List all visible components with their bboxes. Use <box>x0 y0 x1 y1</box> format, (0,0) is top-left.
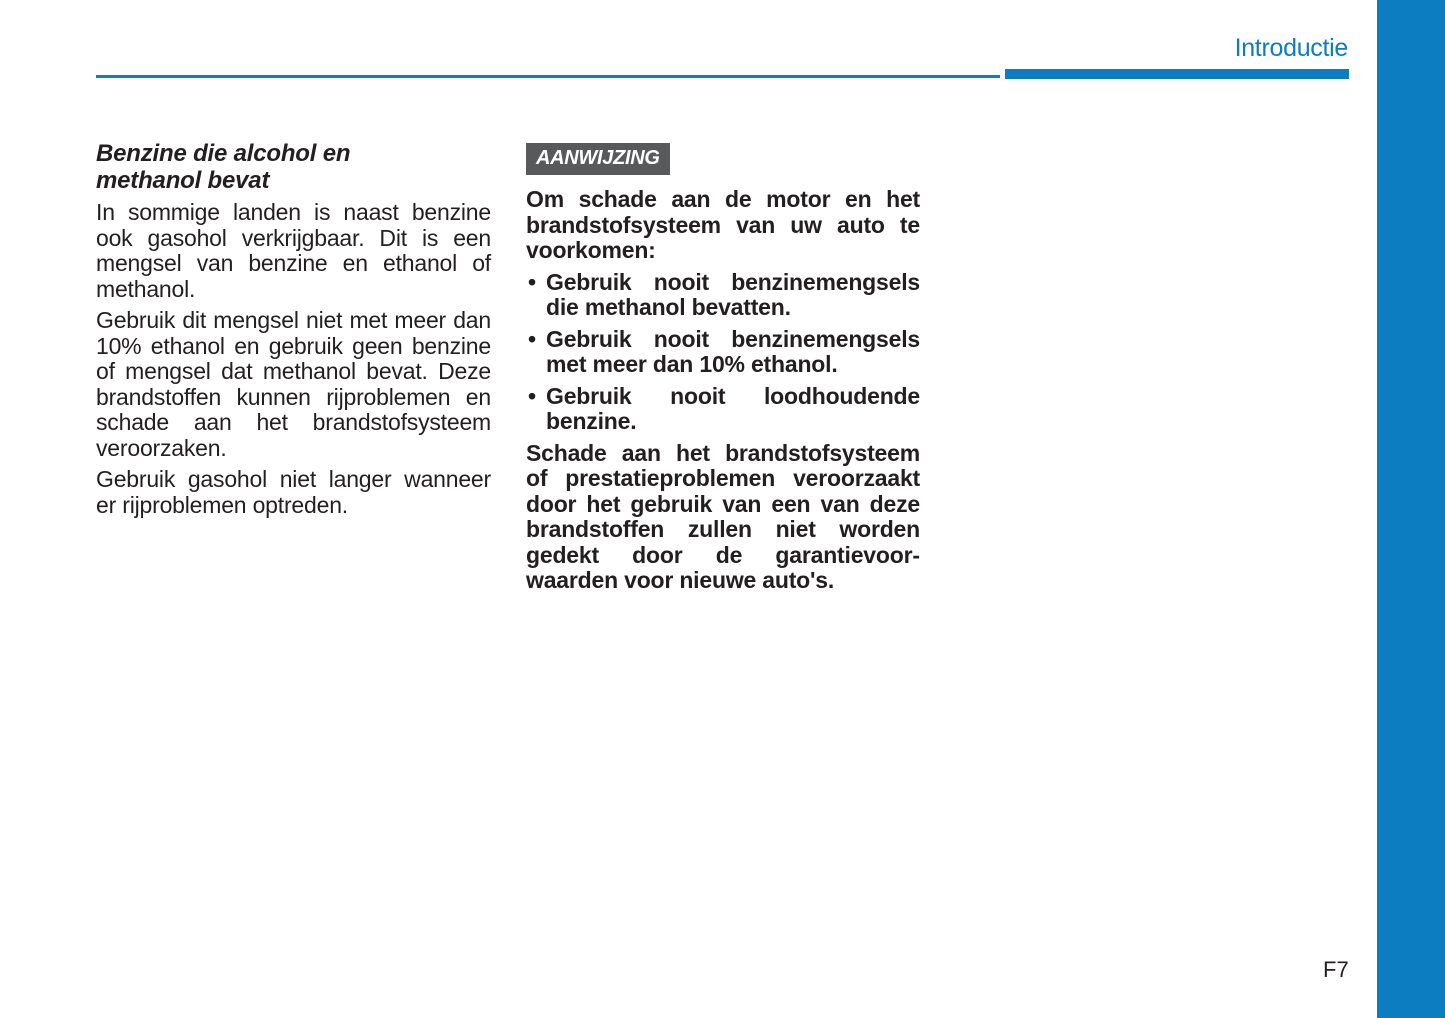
notice-list-item <box>526 384 920 435</box>
notice-list-item-text: Gebruik nooit loodhoudende benzine. <box>546 382 920 434</box>
section-heading <box>96 140 491 194</box>
bullet-icon: • <box>528 268 536 295</box>
body-paragraph-3: Gebruik gasohol niet langer wanneer er rijproblemen optreden. <box>96 466 491 518</box>
notice-box <box>526 143 920 594</box>
notice-list-item <box>526 270 920 321</box>
notice-list-item <box>526 327 920 378</box>
body-paragraph-1: In sommige landen is naast benzine ook gasohol verkrijgbaar. Dit is een mengsel van benzine en ethanol of methanol. <box>96 199 491 302</box>
notice-badge: AANWIJZING <box>526 143 670 175</box>
notice-list <box>526 270 920 435</box>
body-paragraph-2: Gebruik dit mengsel niet met meer dan 10% ethanol en gebruik geen benzine of mengsel dat methanol bevat. Deze brandstoffen kunnen rijproblemen en schade aan het brandstofsysteem veroorzaken. <box>96 307 491 461</box>
section-title: Introductie <box>1234 34 1348 62</box>
bullet-icon: • <box>528 382 536 409</box>
notice-footer: Schade aan het brandstofsysteem of prestatieproblemen veroorzaakt door het gebruik van een van deze brandstoffen zullen niet worden gedekt door de garantievoorwaarden voor nieuwe auto's. <box>526 439 920 593</box>
notice-list-item-text: Gebruik nooit benzinemengsels met meer dan 10% ethanol. <box>546 325 920 377</box>
notice-list-item-text: Gebruik nooit benzinemengsels die methanol bevatten. <box>546 268 920 320</box>
header-rule <box>96 75 1000 78</box>
chapter-side-tab <box>1377 0 1445 1018</box>
page-number: F7 <box>1323 957 1349 982</box>
left-column <box>96 140 491 524</box>
notice-intro: Om schade aan de motor en het brandstofsysteem van uw auto te voorkomen: <box>526 186 920 263</box>
header-rule-accent <box>1005 69 1349 79</box>
section-heading-line-1: Benzine die alcohol en <box>96 140 351 167</box>
bullet-icon: • <box>528 325 536 352</box>
section-heading-line-2: methanol bevat <box>96 167 270 194</box>
